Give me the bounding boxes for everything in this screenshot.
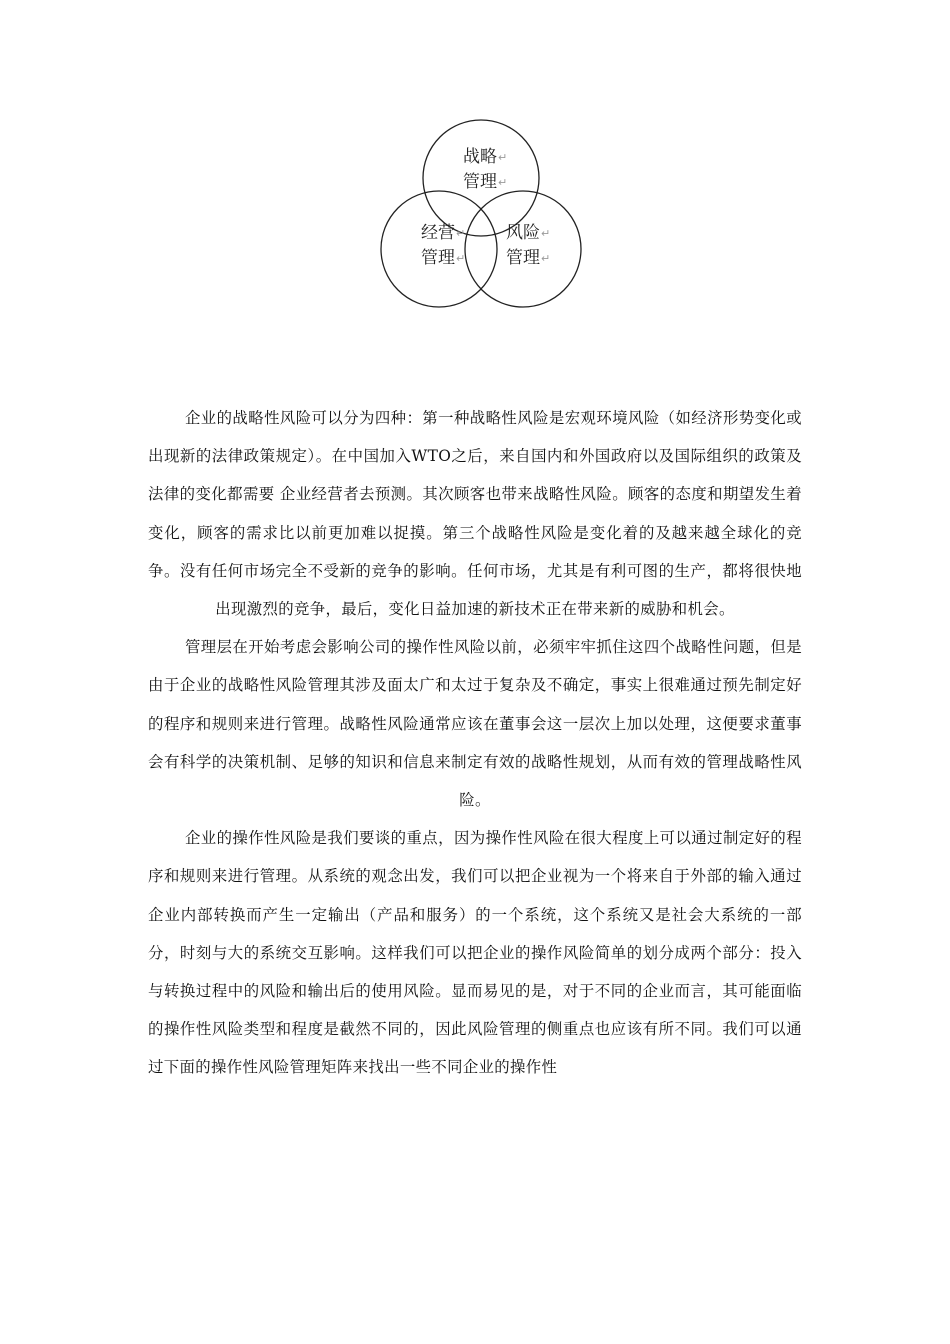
paragraph-mark-icon: ↵ <box>456 252 466 265</box>
strategy-management-label <box>463 145 507 195</box>
strategy-line1: 战略 <box>463 147 497 167</box>
paragraph-mark-icon: ↵ <box>498 151 508 164</box>
paragraph-strategic-risk-types: 企业的战略性风险可以分为四种：第一种战略性风险是宏观环境风险（如经济形势变化或出现新的法律政策规定）。在中国加入WTO之后，来自国内和外国政府以及国际组织的政策及法律的变化都需要 企业经营者去预测。其次顾客也带来战略性风险。顾客的态度和期望发生着变化，顾客的需求比以前更加难以捉摸。第三个战略性风险是变化着的及越来越全球化的竞争。没有任何市场完全不受新的竞争的影响。任何市场，尤其是有利可图的生产，都将很快地出现激烈的竞争，最后，变化日益加速的新技术正在带来新的威胁和机会。 <box>148 409 802 619</box>
operations-management-label <box>421 221 465 271</box>
risk-line2: 管理 <box>506 248 540 268</box>
paragraph-mark-icon: ↵ <box>541 227 551 240</box>
risk-line1: 风险 <box>506 223 540 243</box>
paragraph-mark-icon: ↵ <box>456 227 466 240</box>
paragraph-mark-icon: ↵ <box>541 252 551 265</box>
operations-line2: 管理 <box>421 248 455 268</box>
venn-diagram <box>370 115 590 325</box>
paragraph-mark-icon: ↵ <box>498 176 508 189</box>
risk-management-label <box>506 221 550 271</box>
operations-line1: 经营 <box>421 223 455 243</box>
paragraph-operational-risk: 企业的操作性风险是我们要谈的重点，因为操作性风险在很大程度上可以通过制定好的程序和规则来进行管理。从系统的观念出发，我们可以把企业视为一个将来自于外部的输入通过企业内部转换而产生一定输出（产品和服务）的一个系统，这个系统又是社会大系统的一部分，时刻与大的系统交互影响。这样我们可以把企业的操作风险简单的划分成两个部分：投入与转换过程中的风险和输出后的使用风险。显而易见的是，对于不同的企业而言，其可能面临的操作性风险类型和程度是截然不同的，因此风险管理的侧重点也应该有所不同。我们可以通过下面的操作性风险管理矩阵来找出一些不同企业的操作性 <box>148 829 802 1077</box>
strategy-line2: 管理 <box>463 172 497 192</box>
paragraph-management-layer: 管理层在开始考虑会影响公司的操作性风险以前，必须牢牢抓住这四个战略性问题，但是由于企业的战略性风险管理其涉及面太广和太过于复杂及不确定，事实上很难通过预先制定好的程序和规则来进行管理。战略性风险通常应该在董事会这一层次上加以处理，这便要求董事会有科学的决策机制、足够的知识和信息来制定有效的战略性规划，从而有效的管理战略性风险。 <box>148 638 802 810</box>
document-body <box>148 399 802 1087</box>
